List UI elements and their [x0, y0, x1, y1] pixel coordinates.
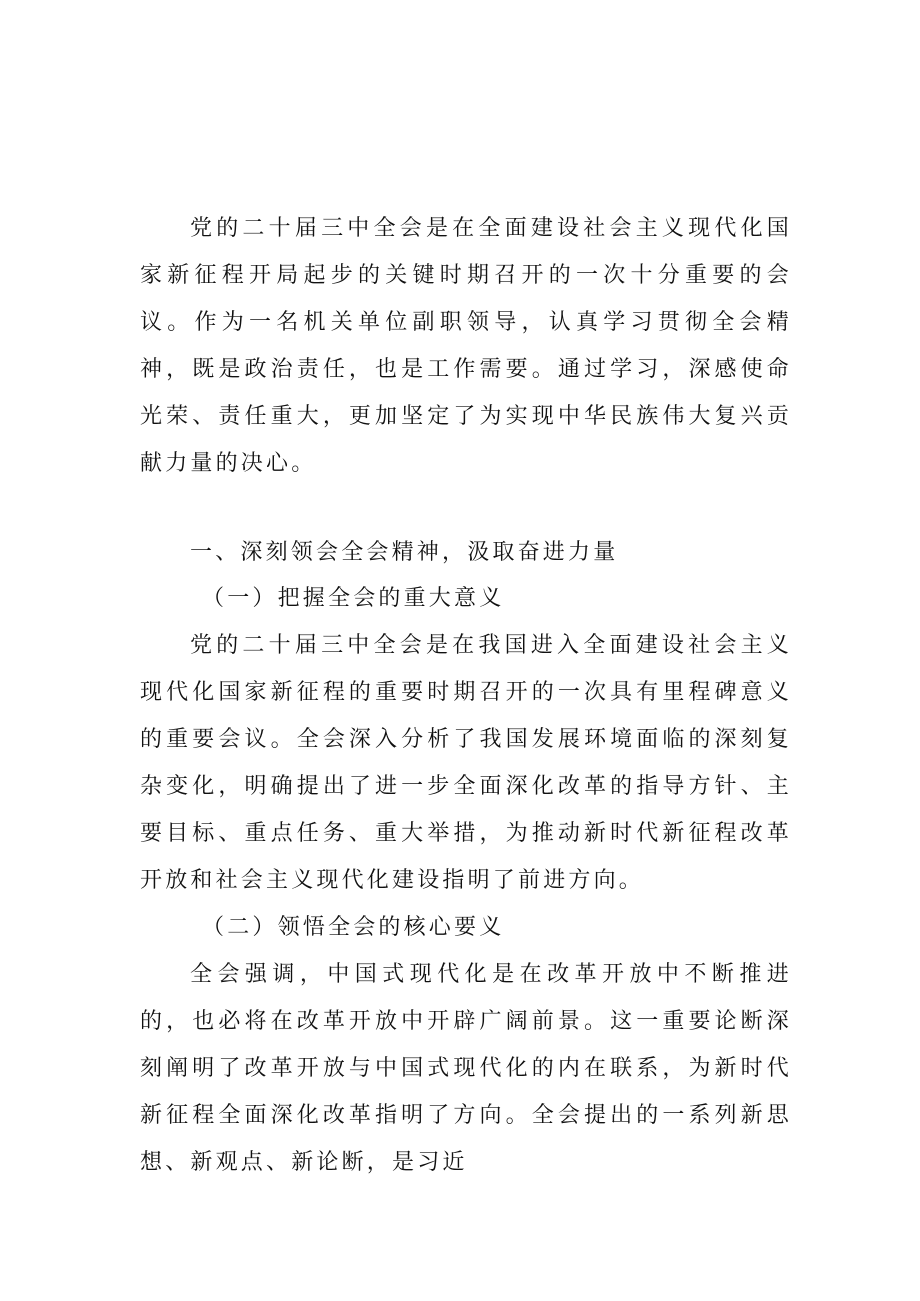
subsection-heading-1: （一）把握全会的重大意义 — [202, 586, 505, 611]
section-heading-1: 一、深刻领会全会精神，汲取奋进力量 — [190, 540, 619, 565]
document-body — [140, 205, 792, 1186]
subsection-heading-2: （二）领悟全会的核心要义 — [202, 915, 505, 940]
subsection-2-paragraph: 全会强调，中国式现代化是在改革开放中不断推进的，也必将在改革开放中开辟广阔前景。这一重要论断深刻阐明了改革开放与中国式现代化的内在联系，为新时代新征程全面深化改革指明了方向。全会提出的一系列新思想、新观点、新论断，是习近 — [140, 962, 792, 1175]
intro-paragraph: 党的二十届三中全会是在全面建设社会主义现代化国家新征程开局起步的关键时期召开的一次十分重要的会议。作为一名机关单位副职领导，认真学习贯彻全会精神，既是政治责任，也是工作需要。通过学习，深感使命光荣、责任重大，更加坚定了为实现中华民族伟大复兴贡献力量的决心。 — [140, 216, 792, 476]
paragraph-spacer — [140, 487, 792, 530]
subsection-1-paragraph: 党的二十届三中全会是在我国进入全面建设社会主义现代化国家新征程的重要时期召开的一次具有里程碑意义的重要会议。全会深入分析了我国发展环境面临的深刻复杂变化，明确提出了进一步全面深化改革的指导方针、主要目标、重点任务、重大举措，为推动新时代新征程改革开放和社会主义现代化建设指明了前进方向。 — [140, 633, 792, 893]
